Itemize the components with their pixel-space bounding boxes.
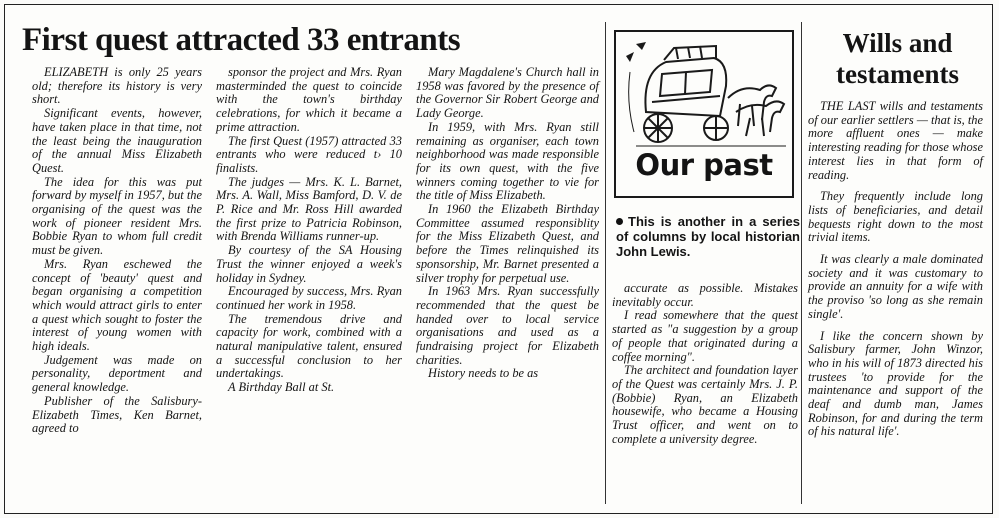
our-past-logo xyxy=(614,30,794,198)
paragraph: History needs to be as xyxy=(428,366,539,381)
paragraph: It was clearly a male dominated society and it was customary to provide an annuity for a wife with the proviso 'so long as she remain single'. xyxy=(808,252,983,321)
paragraph: The judges — Mrs. K. L. Barnet, Mrs. A. Wall, Miss Bamford, D. V. de P. Rice and Mr. Ross Hill awarded the first prize to Patricia Robinson, with Brenda Williams runner-up. xyxy=(216,174,402,244)
paragraph: Mrs. Ryan eschewed the concept of 'beauty' quest and began organising a competition which would attract girls to enter a quest which sought to foster the interest of young women with high ideals. xyxy=(32,256,202,354)
paragraph: THE LAST wills and testaments of our earlier settlers — that is, the more affluent ones — make interesting reading for those whose interest lies in that form of reading. xyxy=(808,99,983,182)
paragraph: Publisher of the Salisbury-Elizabeth Times, Ken Barnet, agreed to xyxy=(32,393,202,436)
paragraph: I read somewhere that the quest started as "a suggestion by a group of people that originated during a coffee morning". xyxy=(612,308,798,364)
sidebar-column xyxy=(808,100,983,447)
paragraph: ELIZABETH is only 25 years old; therefore its history is very short. xyxy=(32,65,202,107)
article-column-1 xyxy=(32,66,202,436)
paragraph: The architect and foundation layer of the Quest was certainly Mrs. J. P. (Bobbie) Ryan, an Elizabeth housewife, who became a Housing Trust officer, and went on to complete a university degree. xyxy=(612,363,798,446)
paragraph: Significant events, however, have taken place in that time, not the least being the inauguration of the annual Miss Elizabeth Quest. xyxy=(32,106,202,175)
paragraph: They frequently include long lists of beneficiaries, and detail bequests right down to the most trivial items. xyxy=(808,189,983,245)
article-column-4 xyxy=(612,282,798,446)
series-blurb xyxy=(616,214,800,259)
article-column-3 xyxy=(416,66,599,381)
paragraph: Judgement was made on personality, deportment and general knowledge. xyxy=(32,352,202,395)
paragraph: Encouraged by success, Mrs. Ryan continued her work in 1958. xyxy=(216,284,402,312)
paragraph: In 1963 Mrs. Ryan successfully recommended that the quest be handed over to local service organisations and used as a fundraising project for Elizabeth charities. xyxy=(416,284,599,367)
article-column-2 xyxy=(216,66,402,395)
paragraph: In 1960 the Elizabeth Birthday Committee assumed responsiblity for the Miss Elizabeth Quest, and before the Times relinquished its sponsorship, Mr. Barnet presented a silver trophy for perpetual use. xyxy=(416,202,599,285)
column-divider xyxy=(605,22,606,504)
paragraph: Mary Magdalene's Church hall in 1958 was favored by the presence of the Governor Sir Robert George and Lady George. xyxy=(416,65,599,121)
bullet-icon xyxy=(616,218,623,225)
paragraph: The first Quest (1957) attracted 33 entrants who were reduced t› 10 finalists. xyxy=(216,133,402,175)
paragraph: I like the concern shown by Salisbury farmer, John Winzor, who in his will of 1873 directed his trustees 'to provide for the maintenance and support of the deaf and dumb man, James Robinson, for and during the term of his natural life'. xyxy=(808,328,983,439)
paragraph: sponsor the project and Mrs. Ryan masterminded the quest to coincide with the town's birthday celebrations, for which it became a prime attraction. xyxy=(216,65,402,134)
paragraph: In 1959, with Mrs. Ryan still remaining as organiser, each town neighborhood was made responsible for its own quest, with the five winners coming together to vie for the title of Miss Elizabeth. xyxy=(416,119,599,203)
blurb-text: This is another in a series of columns by local historian John Lewis. xyxy=(616,214,800,259)
article-headline: First quest attracted 33 entrants xyxy=(22,22,461,58)
paragraph: accurate as possible. Mistakes inevitably occur. xyxy=(612,281,798,309)
sidebar-title: Wills and testaments xyxy=(836,28,959,89)
logo-label: Our past xyxy=(635,148,773,182)
paragraph: The idea for this was put forward by myself in 1957, but the organising of the quest was the work of pioneer resident Mrs. Bobbie Ryan to whom full credit must be given. xyxy=(32,174,202,258)
paragraph: The tremendous drive and capacity for work, combined with a natural manipulative talent, ensured a successful conclusion to her undertakings. xyxy=(216,311,402,381)
paragraph: A Birthday Ball at St. xyxy=(228,380,335,395)
paragraph: By courtesy of the SA Housing Trust the winner enjoyed a week's holiday in Sydney. xyxy=(216,243,402,285)
column-divider xyxy=(801,22,802,504)
